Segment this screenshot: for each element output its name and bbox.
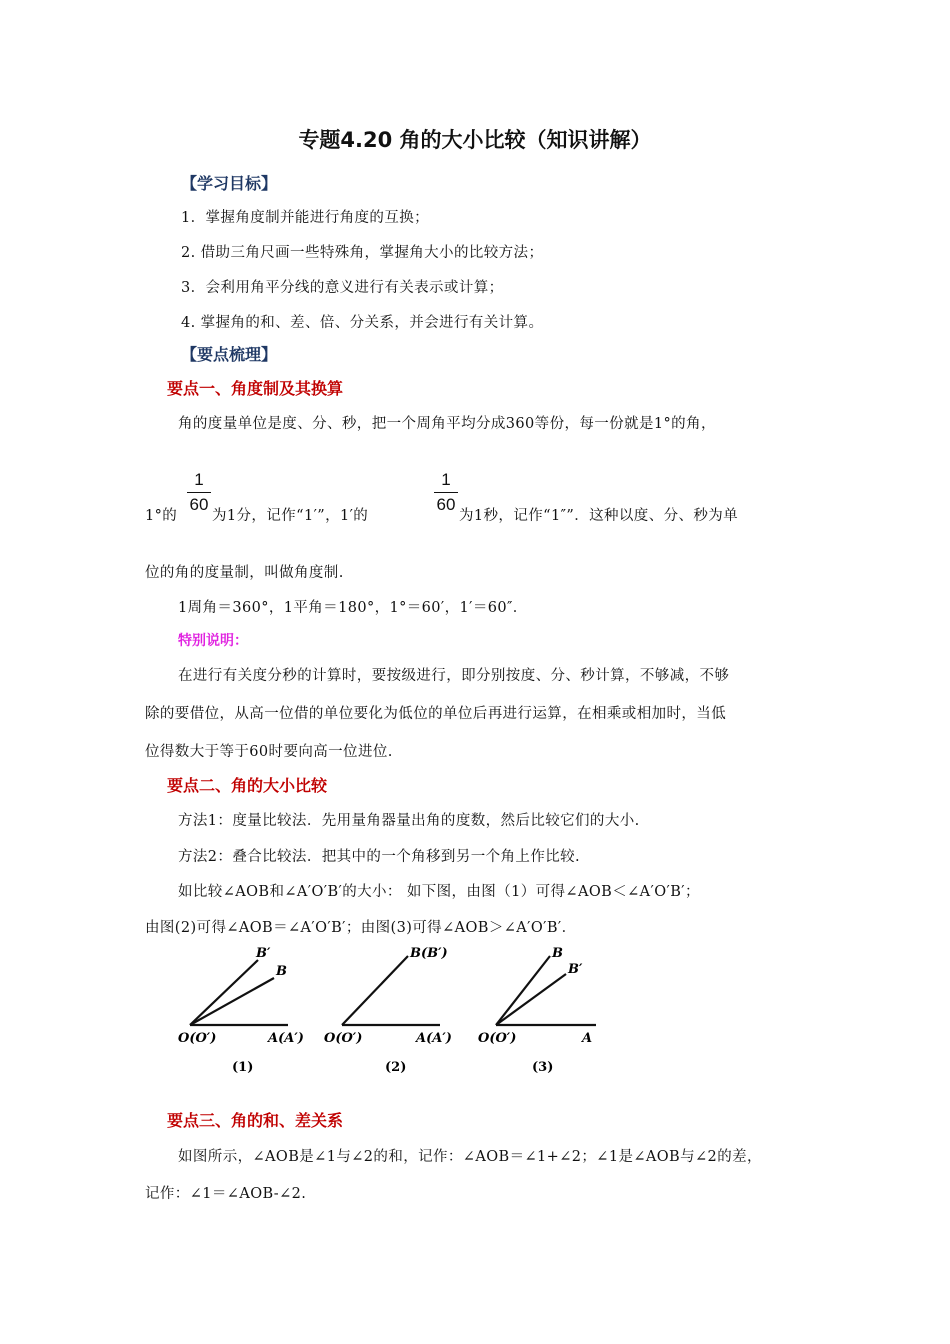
label-b: B xyxy=(552,946,563,961)
point1-paragraph-line: 1°的 xyxy=(145,508,178,524)
fraction-numerator: 1 xyxy=(441,470,451,489)
angle-conversion-formula: 1周角＝360°，1平角＝180°，1°＝60′，1′＝60″． xyxy=(178,600,528,616)
point2-paragraph-line: 如比较∠AOB和∠A′O′B′的大小： 如下图，由图（1）可得∠AOB＜∠A′O′B′； xyxy=(178,884,700,900)
point3-paragraph-line: 记作：∠1＝∠AOB-∠2. xyxy=(145,1186,307,1202)
label-vertex: O(O′) xyxy=(324,1031,363,1046)
fraction-numerator: 1 xyxy=(194,470,204,489)
fraction-one-sixtieth xyxy=(434,470,458,515)
note-paragraph-line: 位得数大于等于60时要向高一位进位. xyxy=(145,744,393,760)
goal-item: 4. 掌握角的和、差、倍、分关系，并会进行有关计算。 xyxy=(181,315,544,331)
note-paragraph-line: 在进行有关度分秒的计算时，要按级进行，即分别按度、分、秒计算，不够减，不够 xyxy=(178,668,730,684)
label-b-bprime: B(B′) xyxy=(410,946,448,961)
label-vertex: O(O′) xyxy=(478,1031,517,1046)
goal-item: 3．会利用角平分线的意义进行有关表示或计算； xyxy=(181,280,504,296)
goal-item: 1．掌握角度制并能进行角度的互换； xyxy=(181,210,430,226)
goal-item: 2. 借助三角尺画一些特殊角，掌握角大小的比较方法； xyxy=(181,245,544,261)
figure-caption: (3) xyxy=(532,1060,554,1075)
note-paragraph-line: 除的要借位，从高一位借的单位要化为低位的单位后再进行运算，在相乘或相加时，当低 xyxy=(145,706,727,722)
figure-1 xyxy=(178,946,304,1075)
point1-paragraph-line: 角的度量单位是度、分、秒，把一个周角平均分成360等份，每一份就是1°的角， xyxy=(178,416,716,432)
page-title: 专题4.20 角的大小比较（知识讲解） xyxy=(298,128,652,152)
point3-paragraph-line: 如图所示，∠AOB是∠1与∠2的和，记作：∠AOB＝∠1+∠2；∠1是∠AOB与∠2的差， xyxy=(178,1149,762,1165)
figure-caption: (1) xyxy=(232,1060,254,1075)
point2-heading: 要点二、角的大小比较 xyxy=(167,776,328,795)
label-a: A(A′) xyxy=(268,1031,304,1046)
angle-comparison-figures xyxy=(170,940,610,1080)
point1-paragraph-line: 为1秒，记作“1″”．这种以度、分、秒为单 xyxy=(459,508,739,524)
label-b-prime: B′ xyxy=(256,946,271,961)
fraction-bar xyxy=(434,492,458,493)
figure-caption: (2) xyxy=(385,1060,407,1075)
learning-goals-heading: 【学习目标】 xyxy=(181,174,278,193)
fraction-one-sixtieth xyxy=(187,470,211,515)
figure-2 xyxy=(324,946,452,1075)
label-vertex: O(O′) xyxy=(178,1031,217,1046)
point2-paragraph-line: 方法2：叠合比较法．把其中的一个角移到另一个角上作比较. xyxy=(178,849,581,865)
label-b-prime: B′ xyxy=(568,962,583,977)
label-a: A(A′) xyxy=(416,1031,452,1046)
fraction-denominator: 60 xyxy=(189,495,209,514)
point1-paragraph-line: 为1分，记作“1′”，1′的 xyxy=(212,508,369,524)
fraction-bar xyxy=(187,492,211,493)
label-a: A xyxy=(582,1031,593,1046)
fraction-denominator: 60 xyxy=(436,495,456,514)
point1-paragraph-line: 位的角的度量制，叫做角度制. xyxy=(145,565,344,581)
ray-ob xyxy=(342,956,408,1025)
point2-paragraph-line: 由图(2)可得∠AOB＝∠A′O′B′；由图(3)可得∠AOB＞∠A′O′B′． xyxy=(145,920,577,936)
special-note-label: 特别说明： xyxy=(178,633,248,649)
point1-heading: 要点一、角度制及其换算 xyxy=(167,379,344,398)
point2-paragraph-line: 方法1：度量比较法．先用量角器量出角的度数，然后比较它们的大小. xyxy=(178,813,640,829)
label-b: B xyxy=(276,964,287,979)
point3-heading: 要点三、角的和、差关系 xyxy=(167,1111,344,1130)
key-points-heading: 【要点梳理】 xyxy=(181,345,278,364)
figure-3 xyxy=(478,946,596,1075)
